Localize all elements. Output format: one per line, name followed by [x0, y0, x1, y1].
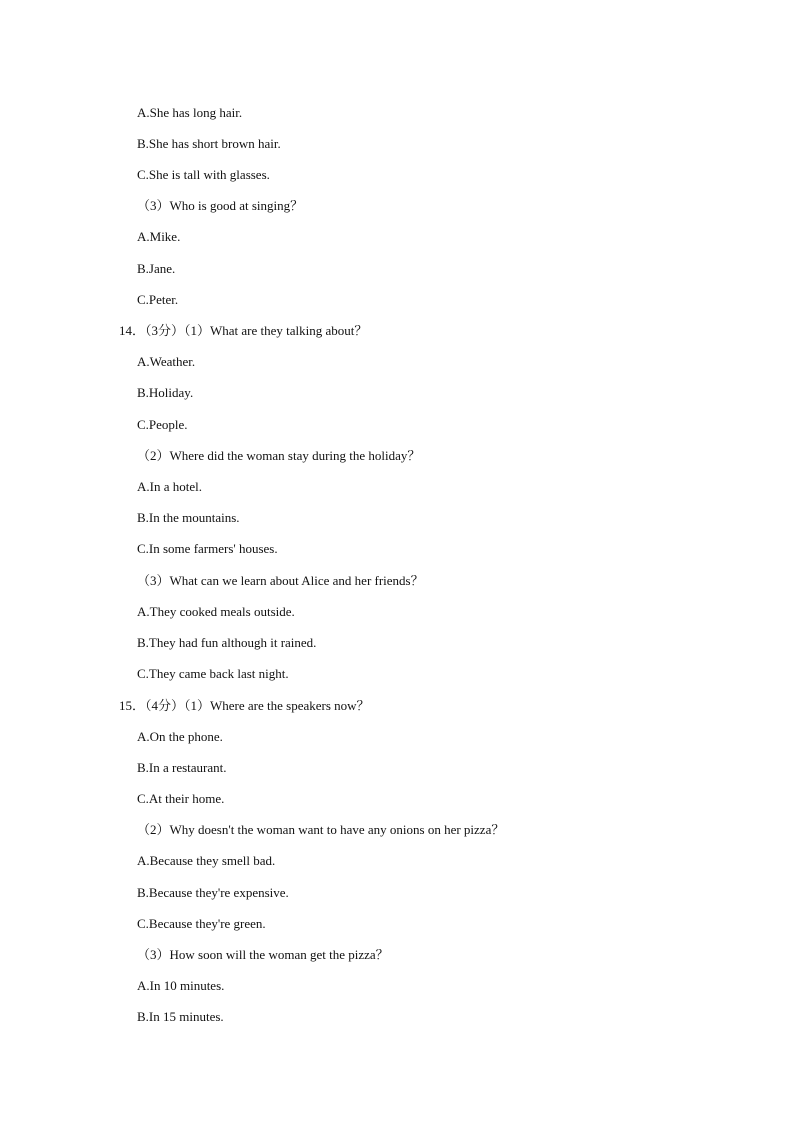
q14-part2-option-b: B.In the mountains. [137, 510, 240, 525]
q15-part1-option-a: A.On the phone. [137, 729, 223, 744]
q14-header: 14．（3分）（1）What are they talking about？ [119, 323, 368, 338]
q15-part2-option-a: A.Because they smell bad. [137, 853, 276, 868]
q14-part1-option-c: C.People. [137, 417, 188, 432]
q15-header: 15．（4分）（1）Where are the speakers now？ [119, 698, 370, 713]
q13-part3-question: （3）Who is good at singing？ [137, 198, 304, 213]
q14-part3-option-c: C.They came back last night. [137, 666, 289, 681]
q13-part2-option-a: A.She has long hair. [137, 105, 243, 120]
q14-part2-option-c: C.In some farmers' houses. [137, 541, 278, 556]
q13-part2-option-c: C.She is tall with glasses. [137, 167, 270, 182]
q14-part3-option-a: A.They cooked meals outside. [137, 604, 295, 619]
q14-part2-question: （2）Where did the woman stay during the holiday？ [137, 448, 421, 463]
q15-part3-question: （3）How soon will the woman get the pizza？ [137, 947, 389, 962]
q14-part2-option-a: A.In a hotel. [137, 479, 202, 494]
q15-part3-option-b: B.In 15 minutes. [137, 1009, 224, 1024]
q13-part3-option-a: A.Mike. [137, 229, 181, 244]
q15-part2-option-b: B.Because they're expensive. [137, 885, 289, 900]
q15-part3-option-a: A.In 10 minutes. [137, 978, 225, 993]
q14-part3-option-b: B.They had fun although it rained. [137, 635, 317, 650]
q14-part1-option-b: B.Holiday. [137, 385, 194, 400]
q13-part3-option-b: B.Jane. [137, 261, 176, 276]
q15-part2-option-c: C.Because they're green. [137, 916, 266, 931]
q15-part2-question: （2）Why doesn't the woman want to have any onions on her pizza？ [137, 822, 505, 837]
q14-part1-option-a: A.Weather. [137, 354, 196, 369]
q14-part3-question: （3）What can we learn about Alice and her friends？ [137, 573, 424, 588]
q13-part2-option-b: B.She has short brown hair. [137, 136, 281, 151]
q13-part3-option-c: C.Peter. [137, 292, 179, 307]
q15-part1-option-c: C.At their home. [137, 791, 225, 806]
q15-part1-option-b: B.In a restaurant. [137, 760, 227, 775]
